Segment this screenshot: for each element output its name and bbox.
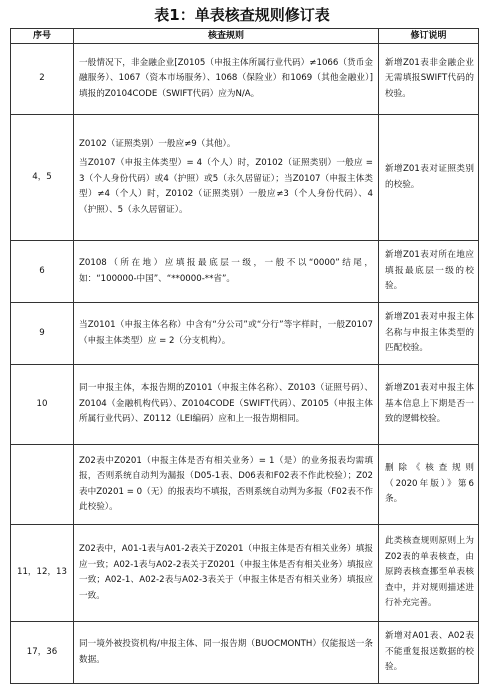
rule-text: 当Z0107（申报主体类型）= 4（个人）时，Z0102（证照类别）一般应 = 3（个人身份代码）或4（护照）或5（永久居留证）；当Z0107（申报主体类型）≠4（个人）时，Z0102（证照类别）一般应≠3（个人身份代码）、4（护照）、5（永久居留证）。 <box>79 158 373 215</box>
table-row <box>11 622 479 684</box>
rule-cell <box>74 525 379 622</box>
row-number <box>11 445 74 525</box>
rule-cell <box>74 303 379 365</box>
note-cell: 新增Z01表对证照类别的校验。 <box>379 115 479 241</box>
rule-cell <box>74 44 379 115</box>
rule-text: Z02表中，A01-1表与A01-2表关于Z0201（申报主体是否有相关业务）填报应一致；A02-1表与A02-2表关于Z0201（申报主体是否有相关业务）填报应一致；A02-1、A02-2表与A02-3表关于（申报主体是否有相关业务）填报应一致。 <box>79 544 373 601</box>
table-row <box>11 303 479 365</box>
table-row <box>11 44 479 115</box>
row-number: 4，5 <box>11 115 74 241</box>
column-header-rule: 核查规则 <box>74 29 379 44</box>
note-cell: 新增Z01表对所在地应填报最底层一级的校验。 <box>379 241 479 303</box>
row-number: 2 <box>11 44 74 115</box>
note-cell: 新增Z01表对申报主体基本信息上下期是否一致的逻辑校验。 <box>379 365 479 445</box>
note-cell: 删除《核查规则（2020年版）》第6条。 <box>379 445 479 525</box>
rule-cell <box>74 241 379 303</box>
note-cell: 新增Z01表非金融企业无需填报SWIFT代码的校验。 <box>379 44 479 115</box>
row-number: 10 <box>11 365 74 445</box>
table-title: 表1：单表核查规则修订表 <box>154 6 330 24</box>
rule-text: 当Z0101（申报主体名称）中含有“分公司”或“分行”等字样时，一般Z0107（申报主体类型）应 = 2（分支机构）。 <box>79 320 373 346</box>
table-row <box>11 365 479 445</box>
rule-text: 同一境外被投资机构/申报主体、同一报告期（BUOCMONTH）仅能报送一条数据。 <box>79 639 373 665</box>
column-header-note: 修订说明 <box>379 29 479 44</box>
column-header-number: 序号 <box>11 29 74 44</box>
note-cell: 新增Z01表对申报主体名称与申报主体类型的匹配校验。 <box>379 303 479 365</box>
table-row <box>11 115 479 241</box>
note-cell: 新增对A01表、A02表不能重复报送数据的校验。 <box>379 622 479 684</box>
rule-cell <box>74 445 379 525</box>
table-header-row <box>11 29 479 44</box>
rule-text: Z0108（所在地）应填报最底层一级，一般不以“0000”结尾，如：“100000-中国”、“**0000-**省”。 <box>79 258 373 284</box>
row-number: 9 <box>11 303 74 365</box>
note-cell: 此类核查规则原则上为Z02表的单表核查，由原跨表核查挪至单表核查中，并对规则描述进行补充完善。 <box>379 525 479 622</box>
table-row <box>11 525 479 622</box>
row-number: 17，36 <box>11 622 74 684</box>
rule-cell <box>74 365 379 445</box>
table-row <box>11 445 479 525</box>
table-row <box>11 241 479 303</box>
rule-text: Z0102（证照类别）一般应≠9（其他）。 <box>79 138 236 149</box>
row-number: 6 <box>11 241 74 303</box>
row-number: 11，12，13 <box>11 525 74 622</box>
rule-text: 同一申报主体，本报告期的Z0101（申报主体名称）、Z0103（证照号码）、Z0104（金融机构代码）、Z0104CODE（SWIFT代码）、Z0105（申报主体所属行业代码）、Z0112（LEI编码）应和上一报告期相同。 <box>79 383 373 425</box>
rule-revision-table <box>10 28 479 684</box>
rule-cell <box>74 115 379 241</box>
rule-cell <box>74 622 379 684</box>
rule-text: 一般情况下，非金融企业[Z0105（申报主体所属行业代码）≠1066（货币金融服务）、1067（资本市场服务）、1068（保险业）和1069（其他金融业）]填报的Z0104CODE（SWIFT代码）应为N/A。 <box>79 57 373 99</box>
rule-text: Z02表中Z0201（申报主体是否有相关业务）= 1（是）的业务报表均需填报，否则系统自动判为漏报（D05-1表、D06表和F02表不作此校验）；Z02表中Z0201 = 0（无）的报表均不填报，否则系统自动判为多报（F02表不作此校验）。 <box>79 455 373 512</box>
